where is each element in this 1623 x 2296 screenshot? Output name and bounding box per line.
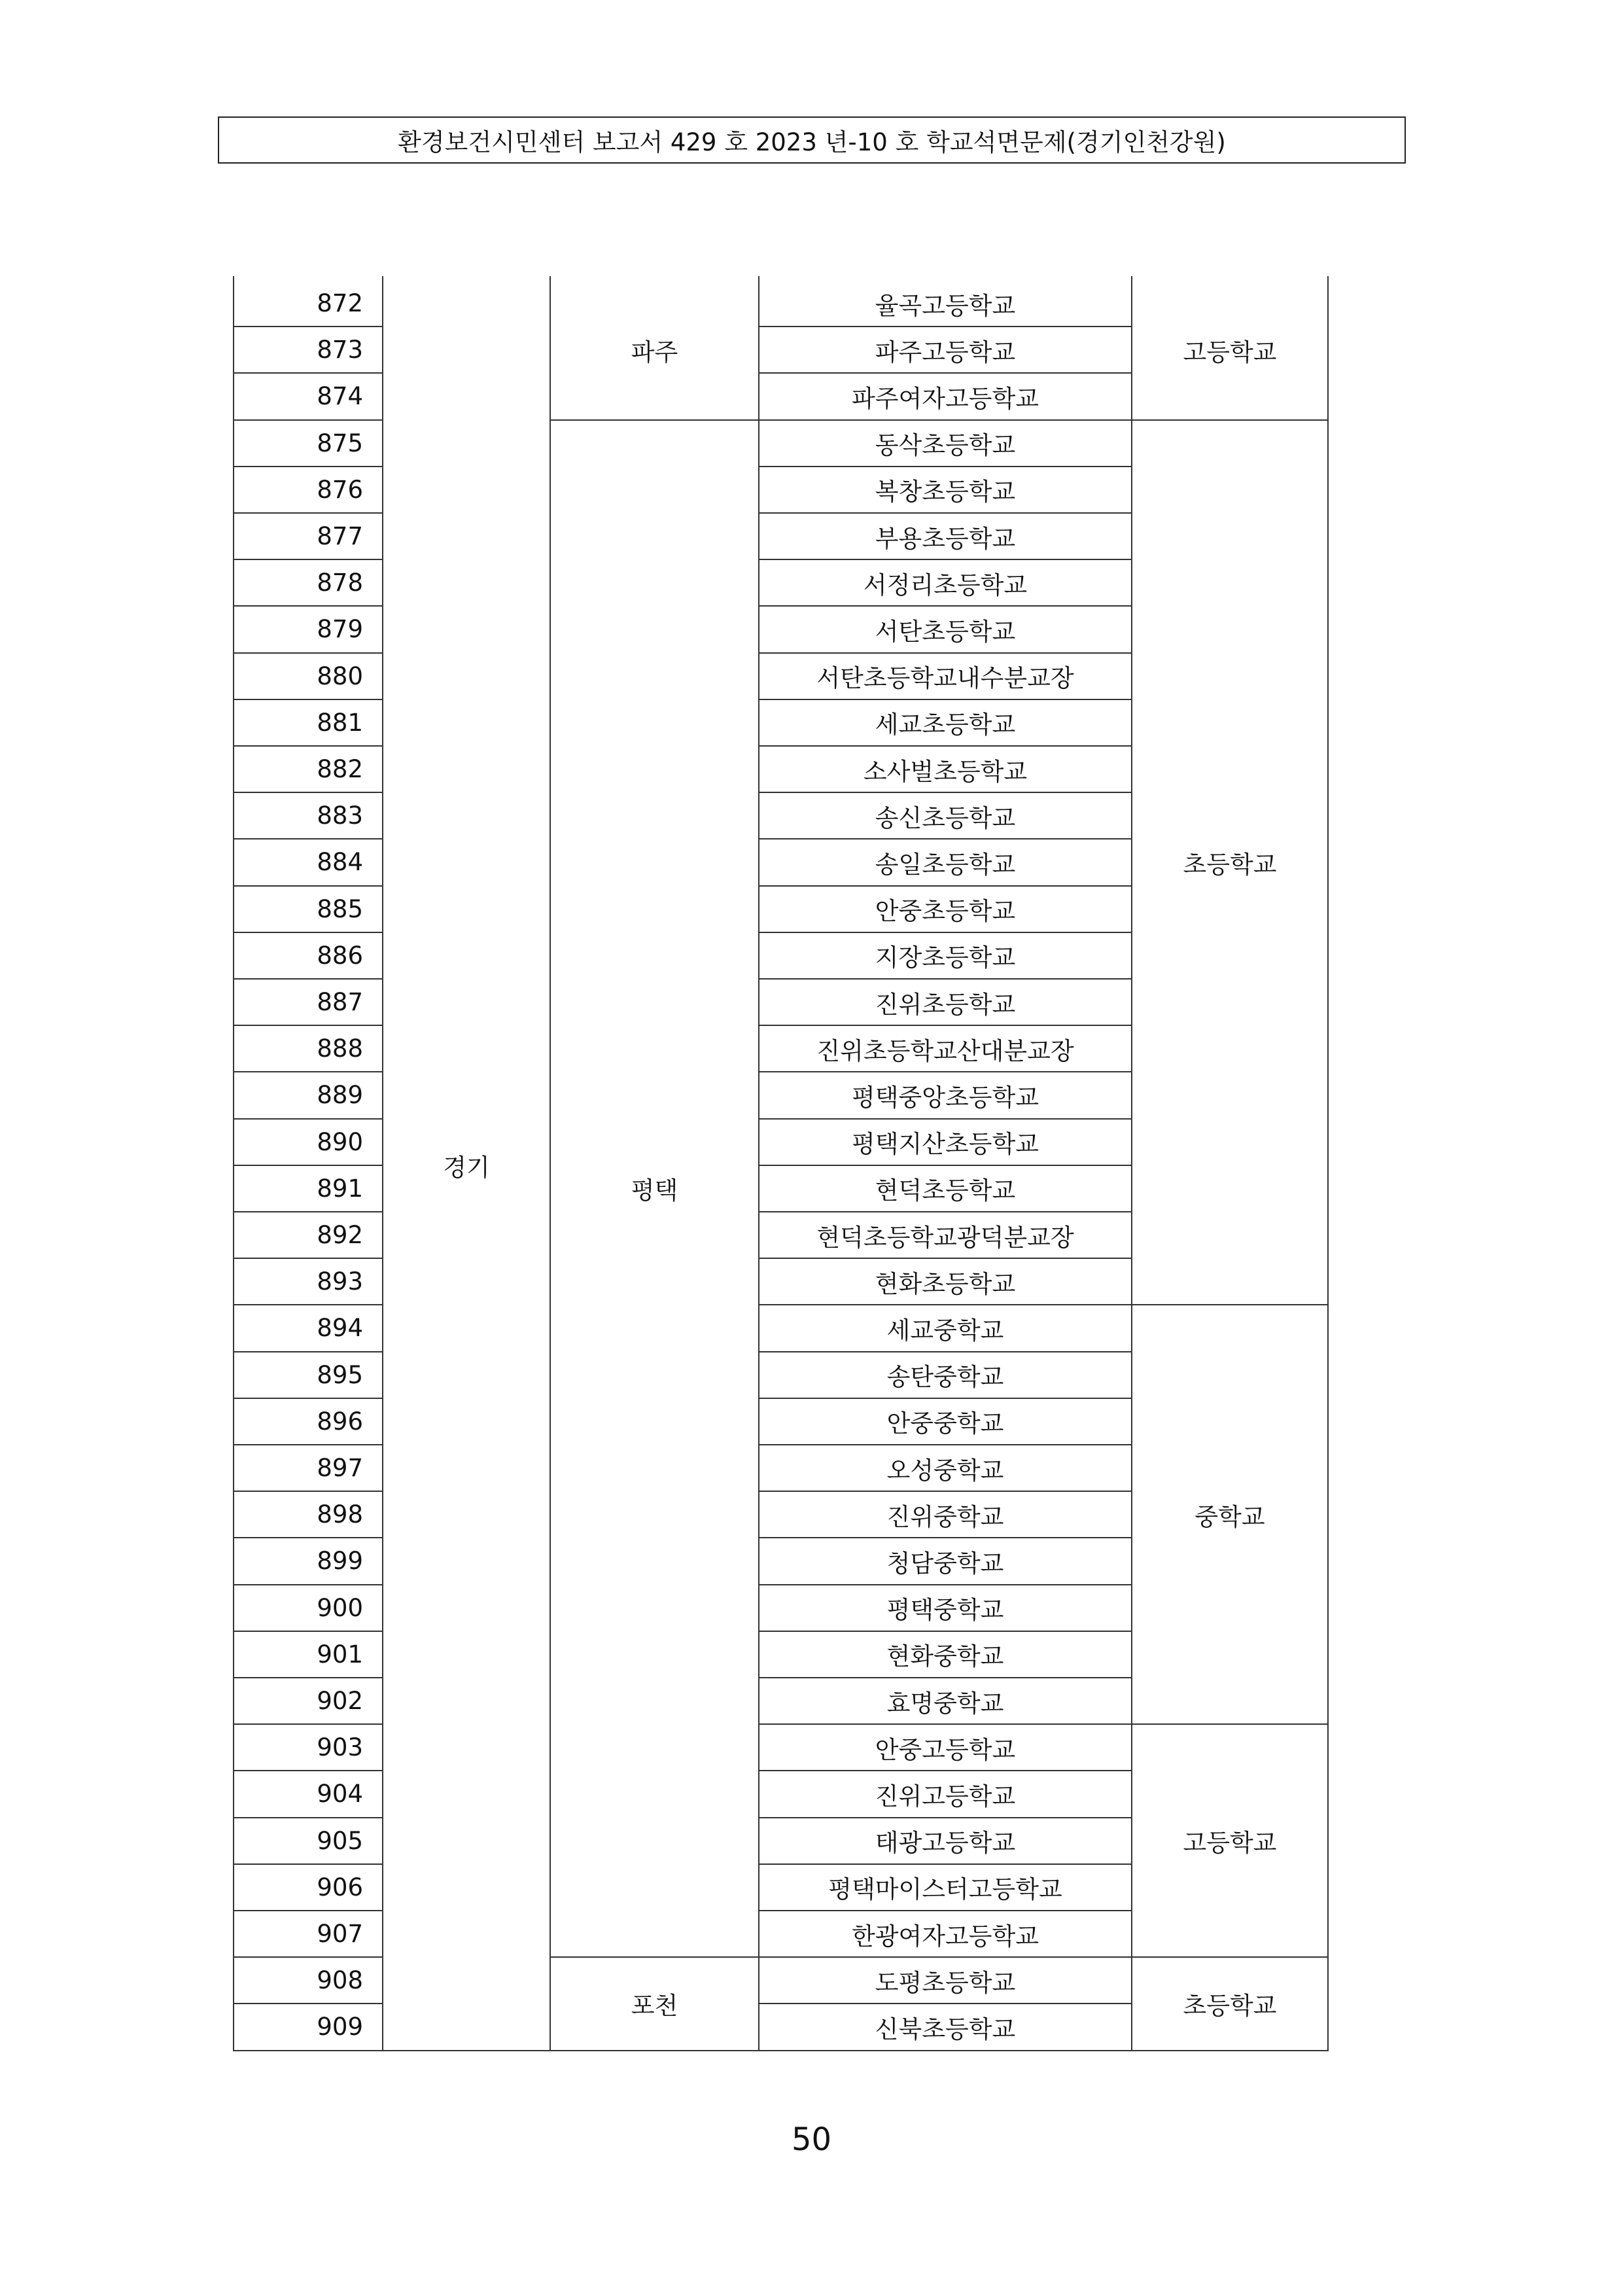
school-name: 소사벌초등학교 bbox=[863, 757, 1028, 786]
school-name: 태광고등학교 bbox=[875, 1829, 1016, 1858]
school-name: 진위고등학교 bbox=[875, 1782, 1016, 1810]
school-name: 오성중학교 bbox=[886, 1456, 1004, 1485]
row-number: 904 bbox=[317, 1780, 363, 1809]
row-number: 885 bbox=[317, 894, 363, 923]
row-number: 876 bbox=[317, 475, 363, 504]
row-number: 886 bbox=[317, 941, 363, 970]
row-number: 892 bbox=[317, 1221, 363, 1250]
row-number: 874 bbox=[317, 382, 363, 411]
row-number: 883 bbox=[317, 802, 363, 830]
row-number: 890 bbox=[317, 1127, 363, 1156]
row-number: 882 bbox=[317, 755, 363, 784]
row-number: 900 bbox=[317, 1593, 363, 1622]
school-name: 세교초등학교 bbox=[875, 711, 1016, 739]
school-name: 율곡고등학교 bbox=[875, 291, 1016, 320]
school-name: 송탄중학교 bbox=[886, 1363, 1004, 1392]
school-name: 서정리초등학교 bbox=[863, 571, 1028, 599]
school-name: 현덕초등학교광덕분교장 bbox=[816, 1223, 1074, 1252]
row-number: 903 bbox=[317, 1733, 363, 1762]
row-number: 893 bbox=[317, 1267, 363, 1296]
row-number: 899 bbox=[317, 1547, 363, 1576]
school-name: 진위초등학교 bbox=[875, 990, 1016, 1019]
school-level-cell: 중학교 bbox=[1195, 1502, 1265, 1531]
row-number: 896 bbox=[317, 1407, 363, 1436]
city-cell: 평택 bbox=[631, 1176, 678, 1205]
region-cell: 경기 bbox=[443, 1153, 490, 1182]
row-number: 909 bbox=[317, 2013, 363, 2041]
school-name: 평택마이스터고등학교 bbox=[828, 1875, 1062, 1904]
school-level-cell: 초등학교 bbox=[1183, 1992, 1277, 2021]
school-name: 진위초등학교산대분교장 bbox=[816, 1036, 1074, 1065]
row-number: 875 bbox=[317, 429, 363, 457]
row-number: 898 bbox=[317, 1500, 363, 1529]
school-name: 송일초등학교 bbox=[875, 850, 1016, 879]
row-number: 901 bbox=[317, 1640, 363, 1669]
school-level-cell: 고등학교 bbox=[1183, 1829, 1277, 1858]
school-name: 세교중학교 bbox=[886, 1316, 1004, 1345]
row-number: 894 bbox=[317, 1314, 363, 1343]
row-number: 905 bbox=[317, 1826, 363, 1855]
school-name: 효명중학교 bbox=[886, 1689, 1004, 1718]
school-name: 한광여자고등학교 bbox=[852, 1922, 1039, 1951]
school-name: 서탄초등학교내수분교장 bbox=[816, 664, 1074, 693]
school-name: 동삭초등학교 bbox=[875, 431, 1016, 460]
school-name: 평택중앙초등학교 bbox=[852, 1083, 1039, 1112]
school-name: 신북초등학교 bbox=[875, 2015, 1016, 2043]
city-cell: 포천 bbox=[631, 1992, 678, 2021]
row-number: 902 bbox=[317, 1687, 363, 1716]
school-name: 안중초등학교 bbox=[875, 897, 1016, 926]
row-number: 877 bbox=[317, 522, 363, 551]
school-name: 서탄초등학교 bbox=[875, 617, 1016, 646]
row-number: 881 bbox=[317, 708, 363, 737]
row-number: 889 bbox=[317, 1081, 363, 1110]
row-number: 888 bbox=[317, 1034, 363, 1063]
row-number: 887 bbox=[317, 988, 363, 1017]
school-name: 평택지산초등학교 bbox=[852, 1130, 1039, 1159]
school-name: 청담중학교 bbox=[886, 1549, 1004, 1578]
row-number: 873 bbox=[317, 336, 363, 364]
city-cell: 파주 bbox=[631, 338, 678, 366]
school-name: 안중고등학교 bbox=[875, 1735, 1016, 1764]
school-name: 현화초등학교 bbox=[875, 1269, 1016, 1298]
report-header-title: 환경보건시민센터 보고서 429 호 2023 년-10 호 학교석면문제(경기인천강원) bbox=[398, 128, 1226, 156]
row-number: 880 bbox=[317, 662, 363, 690]
school-name: 안중중학교 bbox=[886, 1409, 1004, 1438]
school-name: 부용초등학교 bbox=[875, 524, 1016, 553]
page-number: 50 bbox=[791, 2121, 832, 2158]
school-name: 진위중학교 bbox=[886, 1502, 1004, 1531]
row-number: 879 bbox=[317, 615, 363, 644]
school-name: 파주여자고등학교 bbox=[852, 384, 1039, 413]
school-name: 평택중학교 bbox=[886, 1596, 1004, 1625]
school-name: 복창초등학교 bbox=[875, 478, 1016, 506]
school-name: 지장초등학교 bbox=[875, 944, 1016, 972]
school-level-cell: 고등학교 bbox=[1183, 338, 1277, 366]
row-number: 884 bbox=[317, 848, 363, 877]
row-number: 891 bbox=[317, 1174, 363, 1203]
row-number: 872 bbox=[317, 289, 363, 318]
school-name: 파주고등학교 bbox=[875, 338, 1016, 366]
row-number: 907 bbox=[317, 1920, 363, 1949]
row-number: 908 bbox=[317, 1966, 363, 1995]
row-number: 897 bbox=[317, 1454, 363, 1483]
school-name: 현덕초등학교 bbox=[875, 1176, 1016, 1205]
row-number: 906 bbox=[317, 1873, 363, 1901]
school-level-cell: 초등학교 bbox=[1183, 850, 1277, 879]
school-name: 송신초등학교 bbox=[875, 804, 1016, 832]
row-number: 895 bbox=[317, 1360, 363, 1389]
school-name: 도평초등학교 bbox=[875, 1968, 1016, 1997]
school-name: 현화중학교 bbox=[886, 1642, 1004, 1671]
row-number: 878 bbox=[317, 569, 363, 597]
